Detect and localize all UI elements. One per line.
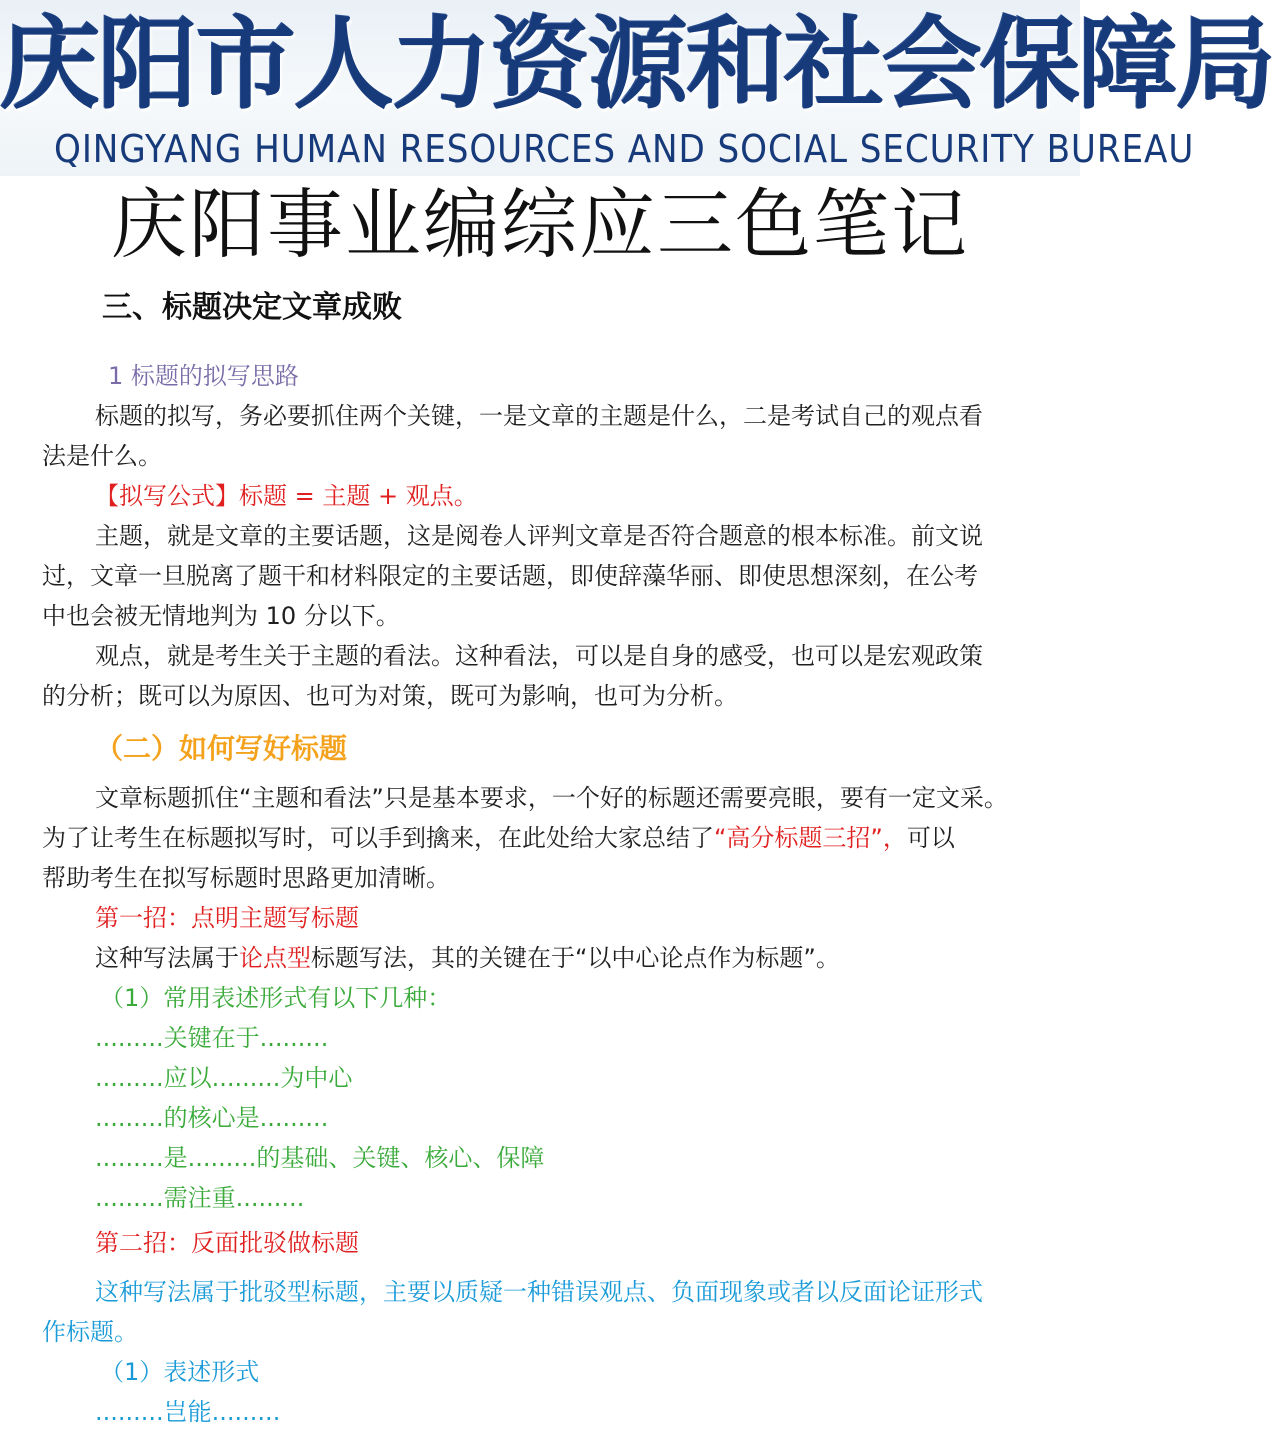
move-1-title: 第一招：点明主题写标题 xyxy=(95,904,359,932)
paragraph-4-text-c: 可以 xyxy=(906,824,955,852)
move-1-desc-c: 标题写法，其的关键在于“以中心论点作为标题”。 xyxy=(311,944,840,972)
paragraph-2-line-3: 中也会被无情地判为 10 分以下。 xyxy=(42,602,400,630)
move-2-form-item: .........岂能......... xyxy=(95,1398,281,1426)
move-2-forms-heading: （1）表述形式 xyxy=(100,1358,260,1386)
document-title: 庆阳事业编综应三色笔记 xyxy=(111,180,969,269)
paragraph-4-line-3: 帮助考生在拟写标题时思路更加清晰。 xyxy=(42,864,450,892)
bureau-name-cn: 庆阳市人力资源和社会保障局 xyxy=(0,6,1274,123)
section-heading: 三、标题决定文章成败 xyxy=(102,290,402,325)
move-1-form-item: .........关键在于......... xyxy=(95,1024,329,1052)
move-1-desc-a: 这种写法属于 xyxy=(95,944,239,972)
move-1-form-item: .........的核心是......... xyxy=(95,1104,329,1132)
move-1-desc-highlight: 论点型 xyxy=(239,944,311,972)
bureau-name-en: QINGYANG HUMAN RESOURCES AND SOCIAL SECURITY BUREAU xyxy=(54,127,1195,171)
paragraph-4-line-1: 文章标题抓住“主题和看法”只是基本要求，一个好的标题还需要亮眼，要有一定文采。 xyxy=(95,784,1008,812)
sub-heading-2: （二）如何写好标题 xyxy=(95,732,348,765)
move-2-desc-line-2: 作标题。 xyxy=(42,1318,138,1346)
paragraph-3-line-2: 的分析；既可以为原因、也可为对策，既可为影响，也可为分析。 xyxy=(42,682,738,710)
paragraph-1-line-2: 法是什么。 xyxy=(42,442,162,470)
high-score-tips-highlight: “高分标题三招”， xyxy=(714,824,907,852)
move-1-description xyxy=(95,938,840,978)
paragraph-4-text-a: 为了让考生在标题拟写时，可以手到擒来，在此处给大家总结了 xyxy=(42,824,714,852)
paragraph-1-line-1: 标题的拟写，务必要抓住两个关键，一是文章的主题是什么，二是考试自己的观点看 xyxy=(95,402,983,430)
paragraph-3-line-1: 观点，就是考生关于主题的看法。这种看法，可以是自身的感受，也可以是宏观政策 xyxy=(95,642,983,670)
move-1-form-item: .........需注重......... xyxy=(95,1184,305,1212)
paragraph-2-line-1: 主题，就是文章的主要话题，这是阅卷人评判文章是否符合题意的根本标准。前文说 xyxy=(95,522,983,550)
paragraph-4-line-2 xyxy=(42,818,955,858)
move-2-desc-line-1: 这种写法属于批驳型标题，主要以质疑一种错误观点、负面现象或者以反面论证形式 xyxy=(95,1278,983,1306)
move-2-title: 第二招：反面批驳做标题 xyxy=(95,1229,359,1257)
formula-text: 【拟写公式】标题 = 主题 + 观点。 xyxy=(95,482,478,510)
paragraph-2-line-2: 过，文章一旦脱离了题干和材料限定的主要话题，即使辞藻华丽、即使思想深刻，在公考 xyxy=(42,562,978,590)
move-1-form-item: .........应以.........为中心 xyxy=(95,1064,353,1092)
header-banner xyxy=(0,0,1274,176)
move-1-form-item: .........是.........的基础、关键、核心、保障 xyxy=(95,1144,545,1172)
move-1-forms-heading: （1）常用表述形式有以下几种： xyxy=(100,984,452,1012)
sub-heading-1: 1 标题的拟写思路 xyxy=(108,362,299,390)
